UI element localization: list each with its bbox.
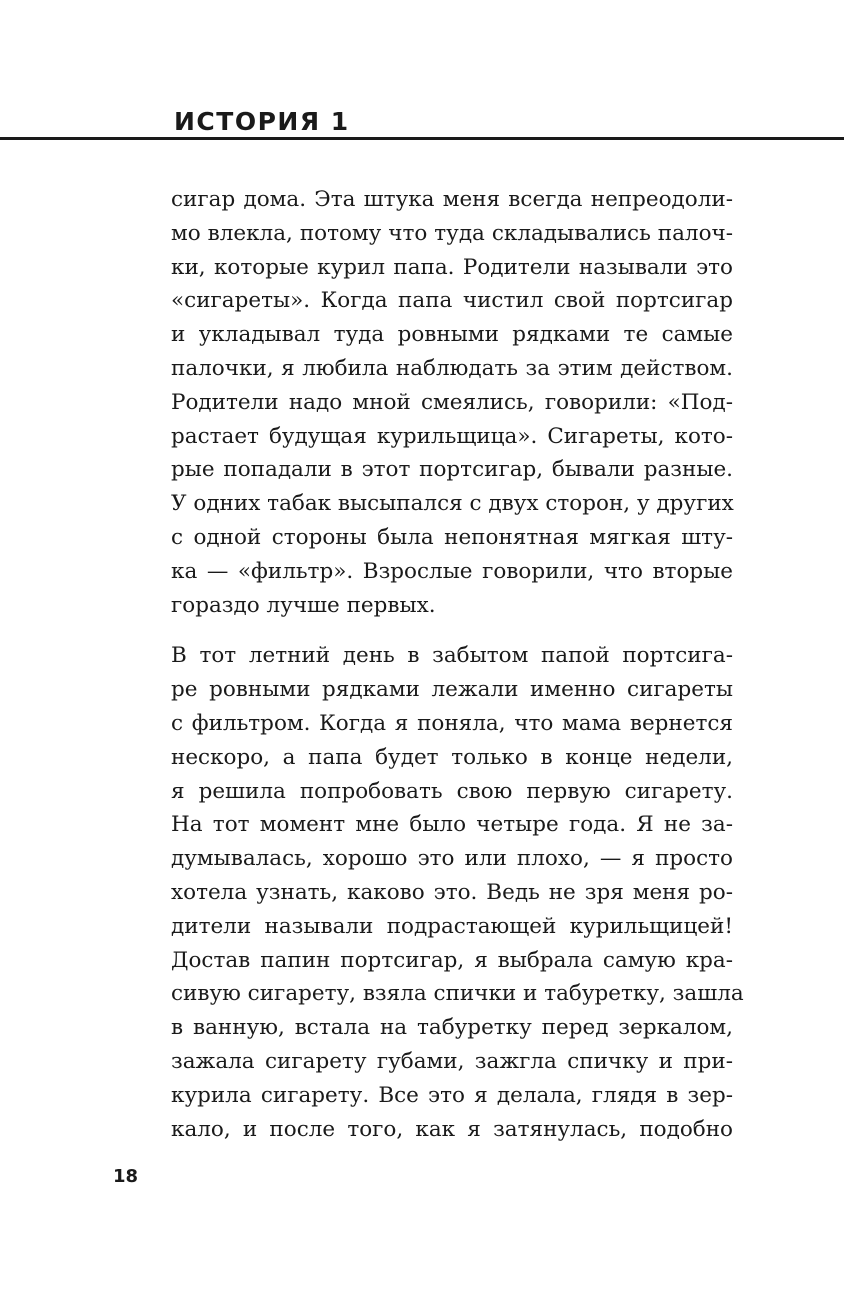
body-text	[171, 183, 744, 1146]
text-line: Родители надо мной смеялись, говорили: «Под-	[171, 389, 733, 415]
text-line: На тот момент мне было четыре года. Я не за-	[171, 812, 733, 838]
text-line: в ванную, встала на табуретку перед зеркалом,	[171, 1015, 733, 1041]
text-line: я решила попробовать свою первую сигарету.	[171, 778, 733, 804]
text-line: палочки, я любила наблюдать за этим действом.	[171, 355, 733, 381]
text-line: кало, и после того, как я затянулась, подобно	[171, 1116, 733, 1142]
text-line: курила сигарету. Все это я делала, глядя в зер-	[171, 1082, 733, 1108]
text-line: нескоро, а папа будет только в конце недели,	[171, 744, 733, 770]
text-line: растает будущая курильщица». Сигареты, кото-	[171, 423, 733, 449]
paragraph	[171, 183, 733, 622]
text-line: ка — «фильтр». Взрослые говорили, что вторые	[171, 558, 733, 584]
text-line: рые попадали в этот портсигар, бывали разные.	[171, 457, 733, 483]
text-line: ре ровными рядками лежали именно сигареты	[171, 677, 733, 703]
text-line: мо влекла, потому что туда складывались палоч-	[171, 220, 733, 246]
text-line: и укладывал туда ровными рядками те самые	[171, 322, 733, 348]
header-rule	[0, 137, 844, 140]
page-number: 18	[113, 1166, 139, 1187]
text-line: сигар дома. Эта штука меня всегда непреодоли-	[171, 187, 733, 212]
text-line: с одной стороны была непонятная мягкая шту-	[171, 524, 733, 550]
paragraph	[171, 639, 744, 1146]
text-line: зажала сигарету губами, зажгла спичку и при-	[171, 1048, 733, 1074]
text-line: думывалась, хорошо это или плохо, — я просто	[171, 846, 733, 872]
text-line: ки, которые курил папа. Родители называли это	[171, 254, 733, 280]
text-line: хотела узнать, каково это. Ведь не зря меня ро-	[171, 879, 733, 905]
text-line: гораздо лучше первых.	[171, 592, 436, 618]
text-line: В тот летний день в забытом папой портсига-	[171, 643, 733, 669]
text-line: «сигареты». Когда папа чистил свой портсигар	[171, 288, 733, 314]
text-line: У одних табак высыпался с двух сторон, у других	[171, 491, 734, 517]
running-head: ИСТОРИЯ 1	[174, 107, 350, 136]
text-line: дители называли подрастающей курильщицей!	[171, 913, 733, 939]
text-line: с фильтром. Когда я поняла, что мама вернется	[171, 710, 733, 736]
text-line: сивую сигарету, взяла спички и табуретку, зашла	[171, 981, 744, 1007]
text-line: Достав папин портсигар, я выбрала самую кра-	[171, 947, 733, 973]
